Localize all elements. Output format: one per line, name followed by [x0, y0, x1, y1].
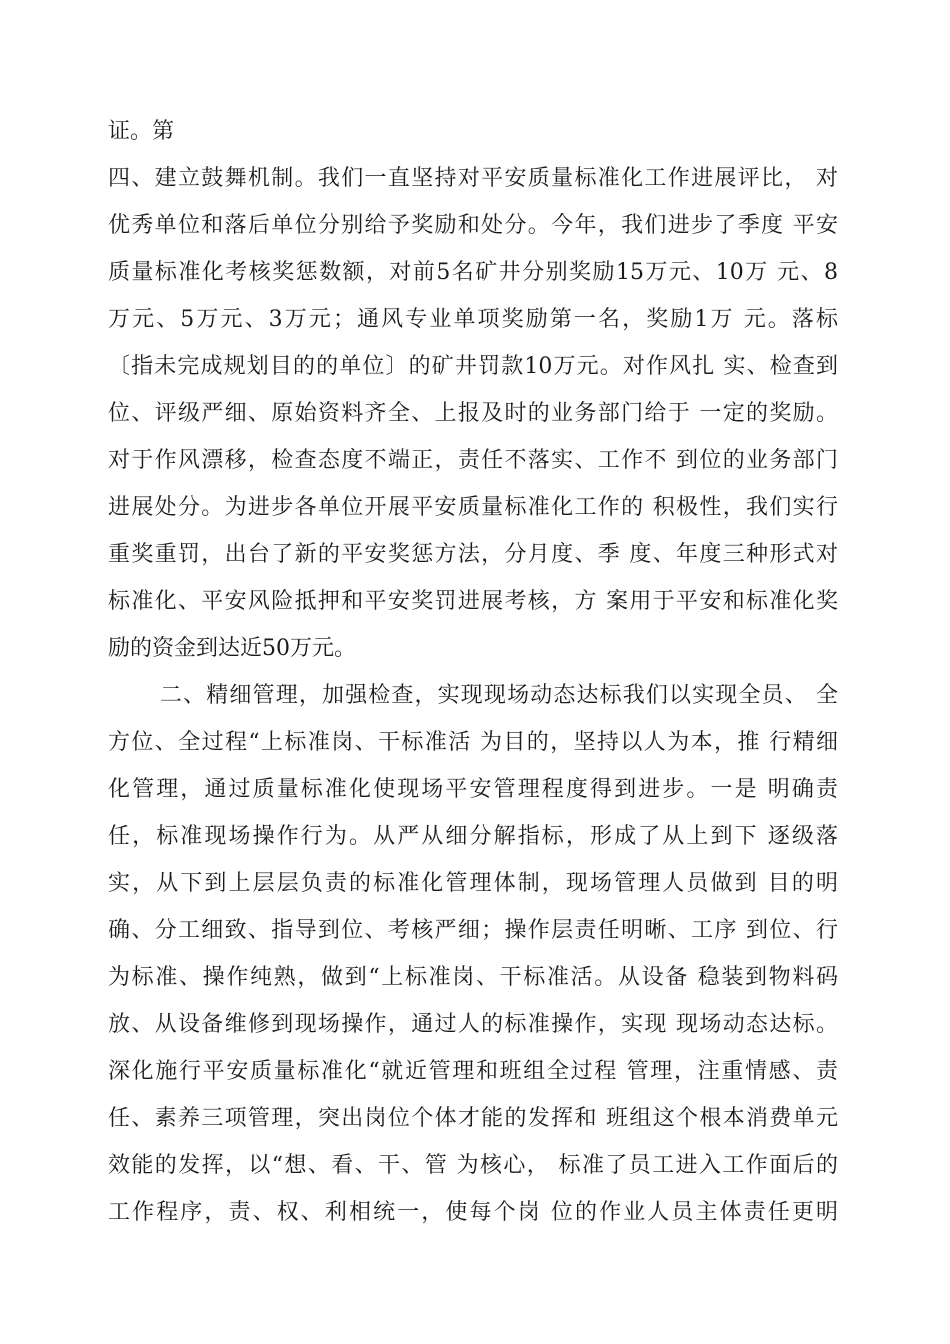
- text-line: 标准化、平安风险抵押和平安奖罚进展考核，方 案用于平安和标准化奖: [108, 589, 838, 614]
- text-line: 对于作风漂移，检查态度不端正，责任不落实、工作不 到位的业务部门: [108, 448, 838, 473]
- text-line: 实，从下到上层层负责的标准化管理体制，现场管理人员做到 目的明: [108, 871, 838, 896]
- text-line: 证。第: [108, 119, 175, 144]
- text-line: 四、建立鼓舞机制。我们一直坚持对平安质量标准化工作进展评比， 对: [108, 166, 838, 191]
- text-line: 励的资金到达近50万元。: [108, 636, 356, 661]
- text-line: 任、素养三项管理，突出岗位个体才能的发挥和 班组这个根本消费单元: [108, 1106, 838, 1131]
- text-line: 位、评级严细、原始资料齐全、上报及时的业务部门给于 一定的奖励。: [108, 401, 838, 426]
- text-line: 〔指未完成规划目的的单位〕的矿井罚款10万元。对作风扎 实、检查到: [108, 354, 838, 379]
- text-line: 深化施行平安质量标准化“就近管理和班组全过程 管理，注重情感、责: [108, 1059, 838, 1084]
- text-line: 工作程序，责、权、利相统一，使每个岗 位的作业人员主体责任更明: [108, 1200, 838, 1225]
- text-line: 优秀单位和落后单位分别给予奖励和处分。今年，我们进步了季度 平安: [108, 213, 838, 238]
- text-line: 进展处分。为进步各单位开展平安质量标准化工作的 积极性，我们实行: [108, 495, 838, 520]
- text-line: 确、分工细致、指导到位、考核严细；操作层责任明晰、工序 到位、行: [108, 918, 838, 943]
- text-line: 方位、全过程“上标准岗、干标准活 为目的，坚持以人为本，推 行精细: [108, 730, 838, 755]
- text-line: 万元、5万元、3万元；通风专业单项奖励第一名，奖励1万 元。落标: [108, 307, 838, 332]
- text-line: 重奖重罚，出台了新的平安奖惩方法，分月度、季 度、年度三种形式对: [108, 542, 838, 567]
- paragraph-heading-line: 二、精细管理，加强检查，实现现场动态达标我们以实现全员、 全: [160, 683, 838, 708]
- text-line: 为标准、操作纯熟，做到“上标准岗、干标准活。从设备 稳装到物料码: [108, 965, 838, 990]
- text-line: 质量标准化考核奖惩数额，对前5名矿井分别奖励15万元、10万 元、8: [108, 260, 838, 285]
- text-line: 化管理，通过质量标准化使现场平安管理程度得到进步。一是 明确责: [108, 777, 838, 802]
- text-line: 任，标准现场操作行为。从严从细分解指标，形成了从上到下 逐级落: [108, 824, 838, 849]
- text-line: 效能的发挥，以“想、看、干、管 为核心， 标准了员工进入工作面后的: [108, 1153, 838, 1178]
- text-line: 放、从设备维修到现场操作，通过人的标准操作，实现 现场动态达标。: [108, 1012, 838, 1037]
